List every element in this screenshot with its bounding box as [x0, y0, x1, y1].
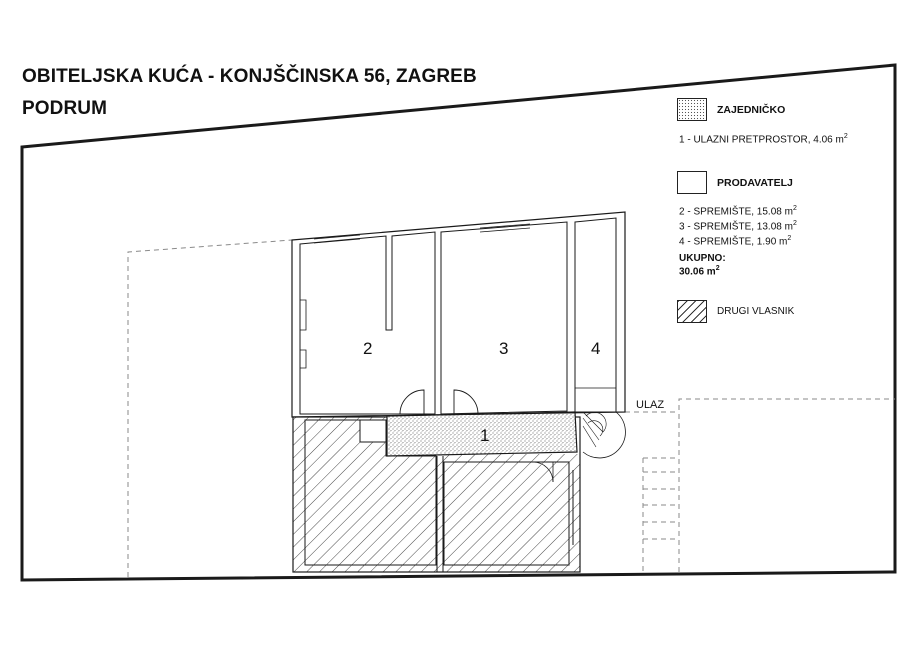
room-number-1: 1 — [480, 426, 490, 445]
entrance-label: ULAZ — [636, 399, 665, 411]
legend-other-owner-label: DRUGI VLASNIK — [717, 306, 795, 317]
legend-seller-item — [679, 205, 797, 217]
area-unit-sup: 2 — [787, 235, 792, 242]
legend-seller-label: PRODAVATELJ — [717, 177, 793, 189]
room-number-3: 3 — [499, 339, 509, 358]
legend-seller-item-text: 4 - SPREMIŠTE, 1.90 m — [679, 236, 788, 248]
legend-seller-item-text: 2 - SPREMIŠTE, 15.08 m — [679, 206, 793, 218]
legend-seller-item — [679, 235, 791, 247]
area-unit-sup: 2 — [715, 265, 720, 272]
room-number-2: 2 — [363, 339, 373, 358]
plan-title: OBITELJSKA KUĆA - KONJŠČINSKA 56, ZAGREB — [22, 66, 477, 87]
legend-total-label: UKUPNO: — [679, 253, 726, 264]
legend-seller-swatch — [677, 171, 707, 194]
legend-shared-item — [679, 133, 848, 145]
floor-label: PODRUM — [22, 98, 108, 119]
legend-shared-swatch — [677, 98, 707, 121]
legend-total-value — [679, 265, 720, 277]
legend-total-value-text: 30.06 m — [679, 266, 716, 278]
legend-seller-item — [679, 220, 797, 232]
legend-other-owner-swatch — [677, 300, 707, 323]
legend-shared-item-text: 1 - ULAZNI PRETPROSTOR, 4.06 m — [679, 134, 844, 146]
area-unit-sup: 2 — [843, 133, 848, 140]
legend-seller-item-text: 3 - SPREMIŠTE, 13.08 m — [679, 221, 793, 233]
legend-shared-label: ZAJEDNIČKO — [717, 104, 786, 116]
area-unit-sup: 2 — [792, 220, 797, 227]
area-unit-sup: 2 — [792, 205, 797, 212]
room-number-4: 4 — [591, 339, 601, 358]
